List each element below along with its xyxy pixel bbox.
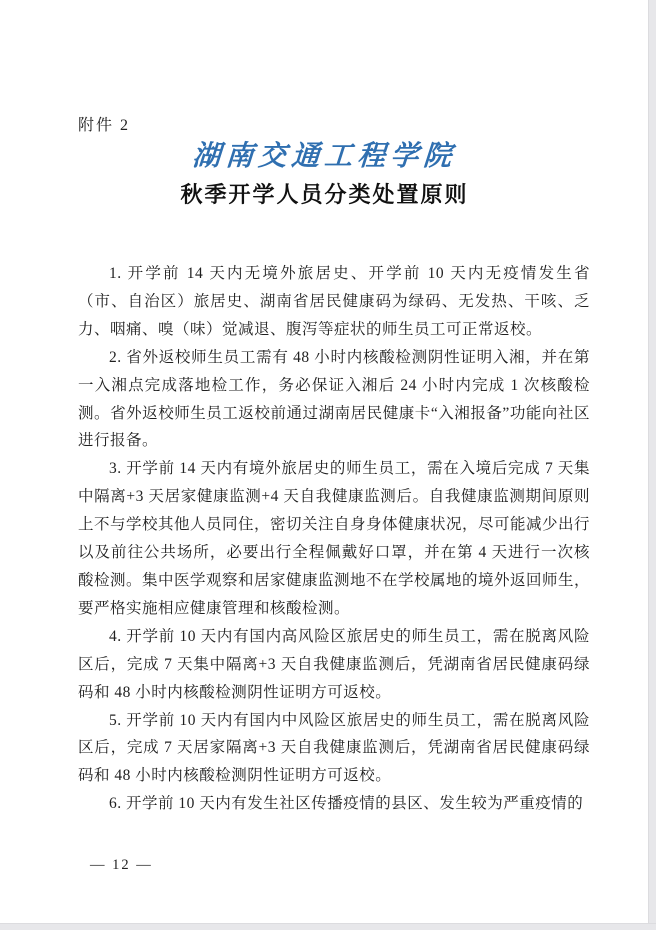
paragraph-3: 3. 开学前 14 天内有境外旅居史的师生员工，需在入境后完成 7 天集中隔离+3 天居家健康监测+4 天自我健康监测后。自我健康监测期间原则上不与学校其他人员同住，密切关注自身身体健康状况，尽可能减少出行以及前往公共场所，必要出行全程佩戴好口罩，并在第 4 天进行一次核酸检测。集中医学观察和居家健康监测地不在学校属地的境外返回师生，要严格实施相应健康管理和核酸检测。 (78, 460, 591, 617)
paragraph-6: 6. 开学前 10 天内有发生社区传播疫情的县区、发生较为严重疫情的 (109, 795, 584, 813)
document-body (78, 260, 590, 818)
page-edge-right (648, 0, 656, 930)
page-number: — 12 — (90, 857, 153, 873)
paragraph-5: 5. 开学前 10 天内有国内中风险区旅居史的师生员工，需在脱离风险区后，完成 7 天居家隔离+3 天自我健康监测后，凭湖南省居民健康码绿码和 48 小时内核酸检测阴性证明方可返校。 (78, 711, 590, 785)
paragraph-4: 4. 开学前 10 天内有国内高风险区旅居史的师生员工，需在脱离风险区后，完成 7 天集中隔离+3 天自我健康监测后，凭湖南省居民健康码绿码和 48 小时内核酸检测阴性证明方可返校。 (78, 627, 590, 701)
document-title: 秋季开学人员分类处置原则 (180, 182, 469, 207)
paragraph-2: 2. 省外返校师生员工需有 48 小时内核酸检测阴性证明入湘，并在第一入湘点完成落地检工作，务必保证入湘后 24 小时内完成 1 次核酸检测。省外返校师生员工返校前通过湖南居民健康卡“入湘报备”功能向社区进行报备。 (78, 348, 590, 450)
institution-title: 湖南交通工程学院 (191, 141, 458, 172)
paragraph-1: 1. 开学前 14 天内无境外旅居史、开学前 10 天内无疫情发生省（市、自治区）旅居史、湖南省居民健康码为绿码、无发热、干咳、乏力、咽痛、嗅（味）觉减退、腹泻等症状的师生员工可正常返校。 (78, 265, 590, 338)
attachment-label: 附件 2 (78, 117, 131, 134)
page-edge-bottom (0, 923, 656, 930)
